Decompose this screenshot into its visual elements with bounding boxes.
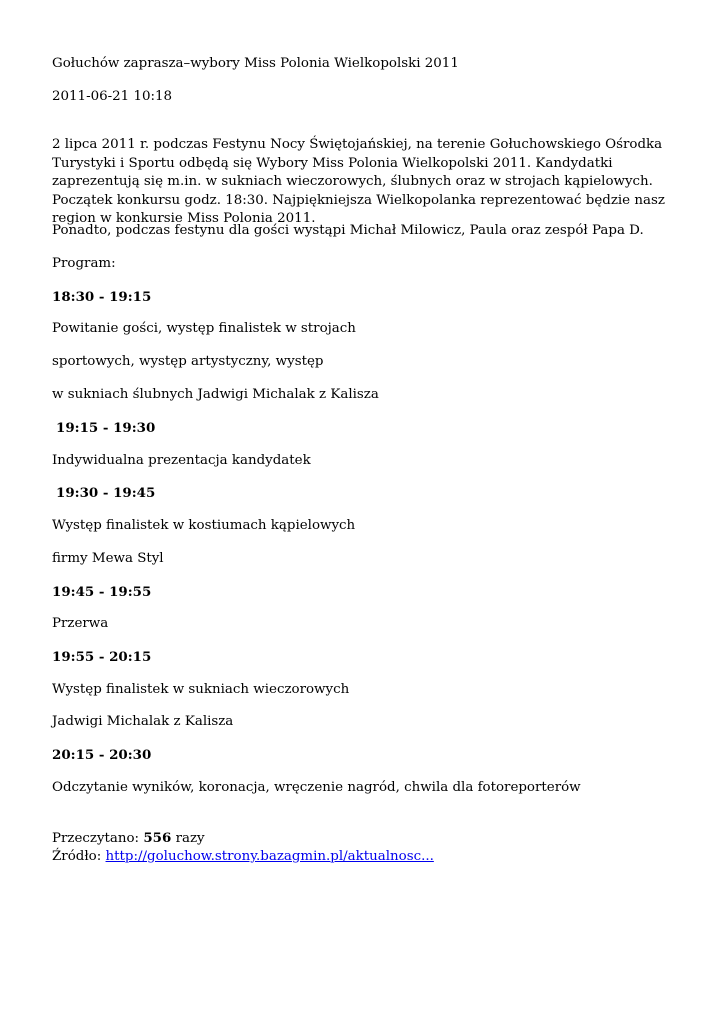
article-guests: Ponadto, podczas festynu dla gości wystąpi Michał Milowicz, Paula oraz zespół Papa D. [52,223,644,238]
source-line [52,848,434,866]
program-line: Powitanie gości, występ finalistek w strojach [52,321,356,336]
program-line: Występ finalistek w sukniach wieczorowych [52,682,350,697]
program-line: sportowych, występ artystyczny, występ [52,354,324,369]
program-line: Odczytanie wyników, koronacja, wręczenie nagród, chwila dla fotoreporterów [52,780,581,795]
article-intro: 2 lipca 2011 r. podczas Festynu Nocy Świętojańskiej, na terenie Gołuchowskiego Ośrodka Turystyki i Sportu odbędą się Wybory Miss Polonia Wielkopolski 2011. Kandydatki zaprezentują się m.in. w sukniach wieczorowych, ślubnych oraz w strojach kąpielowych. Początek konkursu godz. 18:30. Najpiękniejsza Wielkopolanka reprezentować będzie nasz region w konkursie Miss Polonia 2011. [52,137,665,226]
article-datetime: 2011-06-21 10:18 [52,89,173,104]
read-count-line [52,829,205,848]
program-time: 19:45 - 19:55 [52,584,152,600]
program-time: 19:15 - 19:30 [56,420,156,436]
program-time: 18:30 - 19:15 [52,289,152,305]
program-line: Występ finalistek w kostiumach kąpielowych [52,518,356,533]
program-time: 19:30 - 19:45 [56,485,156,501]
read-count-value: 556 [143,830,172,846]
program-line: Indywidualna prezentacja kandydatek [52,453,311,468]
program-line: Przerwa [52,616,109,631]
read-count-suffix: razy [175,831,205,846]
read-count-label: Przeczytano: [52,831,140,846]
program-line: firmy Mewa Styl [52,551,164,566]
article-title: Gołuchów zaprasza–wybory Miss Polonia Wielkopolski 2011 [52,56,459,71]
program-time: 20:15 - 20:30 [52,747,152,763]
program-line: w sukniach ślubnych Jadwigi Michalak z Kalisza [52,387,379,402]
program-label: Program: [52,256,116,271]
source-label: Źródło: [52,849,102,864]
source-link[interactable]: http://goluchow.strony.bazagmin.pl/aktualnosc... [105,849,434,864]
program-time: 19:55 - 20:15 [52,649,152,665]
program-line: Jadwigi Michalak z Kalisza [52,714,234,729]
